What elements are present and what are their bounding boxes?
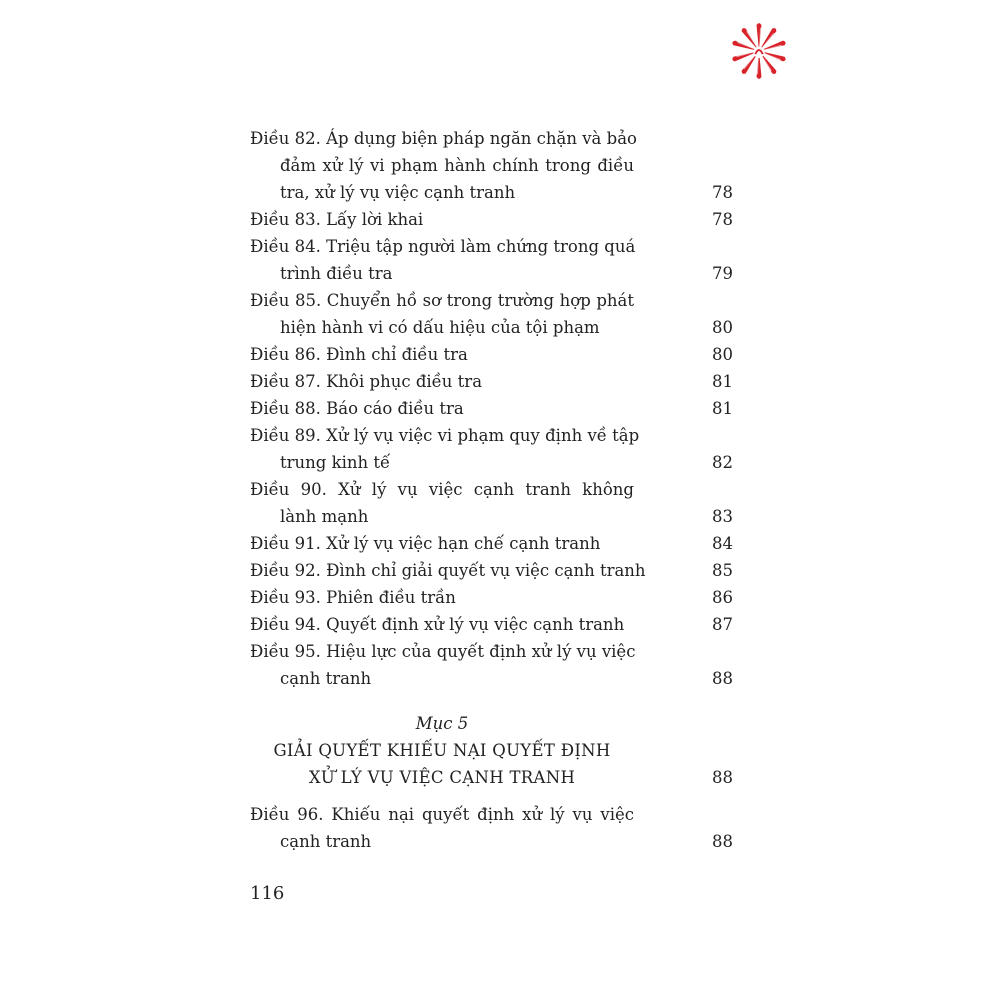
toc-entry <box>250 206 735 233</box>
toc-entry-page-number: 81 <box>712 372 733 391</box>
toc-entry-page-number: 81 <box>712 399 733 418</box>
section-label: Mục 5 <box>415 714 469 733</box>
toc-entry-page-number: 78 <box>712 183 733 202</box>
toc-entry-page-number: 85 <box>712 561 733 580</box>
toc-entry-title: Điều 82. Áp dụng biện pháp ngăn chặn và bảo <box>250 129 637 148</box>
toc-entry <box>250 395 735 422</box>
toc-entry-title: Điều 96. Khiếu nại quyết định xử lý vụ việc <box>250 805 634 824</box>
table-of-contents <box>250 125 735 855</box>
toc-entry-page-number: 86 <box>712 588 733 607</box>
toc-entry <box>250 557 735 584</box>
toc-entry <box>250 638 735 692</box>
toc-entry-page-number: 87 <box>712 615 733 634</box>
section-heading <box>250 710 735 791</box>
toc-entry-page-number: 80 <box>712 345 733 364</box>
toc-entry-title: Điều 93. Phiên điều trần <box>250 588 456 607</box>
page-folio-number: 116 <box>250 883 285 904</box>
toc-entry-page-number: 79 <box>712 264 733 283</box>
toc-entry-title: Điều 89. Xử lý vụ việc vi phạm quy định về tập <box>250 426 640 445</box>
toc-entry <box>250 125 735 206</box>
toc-entry <box>250 584 735 611</box>
toc-entry-title: Điều 86. Đình chỉ điều tra <box>250 345 468 364</box>
toc-entry-title: Điều 87. Khôi phục điều tra <box>250 372 483 391</box>
toc-entry-title-continuation: đảm xử lý vi phạm hành chính trong điều <box>280 156 634 175</box>
toc-entry-title: Điều 95. Hiệu lực của quyết định xử lý vụ việc <box>250 642 636 661</box>
toc-entry <box>250 368 735 395</box>
toc-entry <box>250 611 735 638</box>
section-title-line-1: GIẢI QUYẾT KHIẾU NẠI QUYẾT ĐỊNH <box>273 741 611 760</box>
toc-entry-title: Điều 85. Chuyển hồ sơ trong trường hợp phát <box>250 291 634 310</box>
toc-entry <box>250 287 735 341</box>
toc-entry-title-continuation: tra, xử lý vụ việc cạnh tranh <box>280 183 516 202</box>
toc-entry-page-number: 82 <box>712 453 733 472</box>
publisher-star-emblem-icon <box>728 20 790 82</box>
toc-entry <box>250 530 735 557</box>
toc-entry-title-continuation: lành mạnh <box>280 507 369 526</box>
toc-entry <box>250 341 735 368</box>
toc-entry-title: Điều 84. Triệu tập người làm chứng trong quá <box>250 237 636 256</box>
toc-entry-title-continuation: hiện hành vi có dấu hiệu của tội phạm <box>280 318 600 337</box>
toc-entry-page-number: 78 <box>712 210 733 229</box>
toc-entry-title-continuation: trình điều tra <box>280 264 393 283</box>
toc-entry <box>250 233 735 287</box>
toc-entry-title: Điều 88. Báo cáo điều tra <box>250 399 464 418</box>
toc-entry-page-number: 88 <box>712 669 733 688</box>
toc-entry-page-number: 80 <box>712 318 733 337</box>
toc-entry <box>250 422 735 476</box>
toc-entry-title: Điều 83. Lấy lời khai <box>250 210 424 229</box>
section-page-number: 88 <box>712 768 733 787</box>
toc-entry-title: Điều 94. Quyết định xử lý vụ việc cạnh tranh <box>250 615 625 634</box>
section-title-line-2: XỬ LÝ VỤ VIỆC CẠNH TRANH <box>308 768 576 787</box>
toc-entry-page-number: 83 <box>712 507 733 526</box>
toc-entry-title: Điều 90. Xử lý vụ việc cạnh tranh không <box>250 480 634 499</box>
toc-entry-title-continuation: cạnh tranh <box>280 832 372 851</box>
toc-entry-title: Điều 91. Xử lý vụ việc hạn chế cạnh tranh <box>250 534 601 553</box>
toc-entry-title: Điều 92. Đình chỉ giải quyết vụ việc cạnh tranh <box>250 561 646 580</box>
toc-entry-title-continuation: trung kinh tế <box>280 453 391 472</box>
toc-entry-page-number: 88 <box>712 832 733 851</box>
toc-entry-title-continuation: cạnh tranh <box>280 669 372 688</box>
toc-entry <box>250 801 735 855</box>
toc-entry <box>250 476 735 530</box>
toc-entry-page-number: 84 <box>712 534 733 553</box>
